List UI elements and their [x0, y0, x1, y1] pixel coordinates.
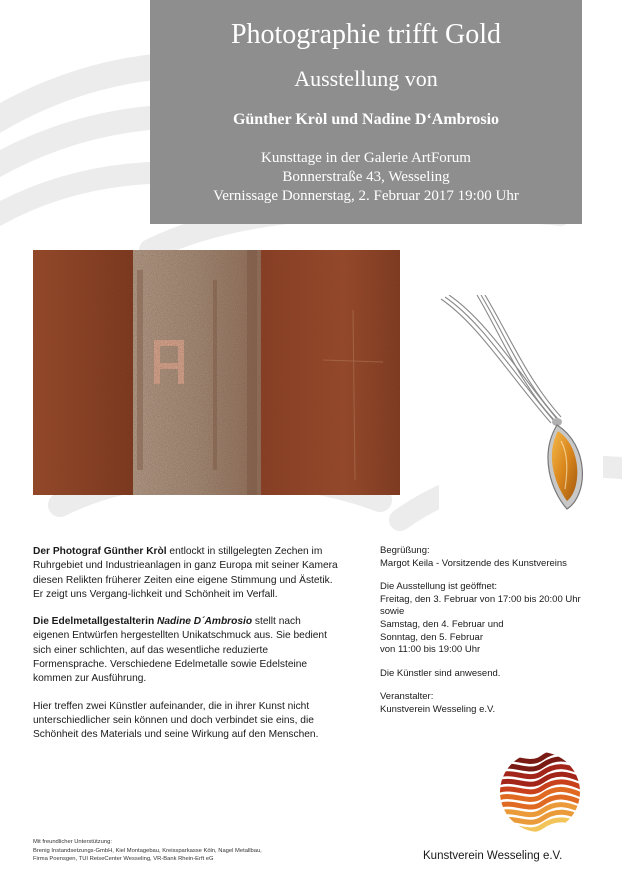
photographer-paragraph: [33, 545, 338, 602]
exhibition-subtitle: Ausstellung von: [294, 66, 438, 91]
artist-names: Günther Kròl und Nadine D‘Ambrosio: [232, 111, 500, 128]
sponsors-footer: [33, 838, 333, 864]
sponsors-line: Firma Poensgen, TUI ReiseCenter Wesseling, VR-Bank Rhein-Erft eG: [33, 856, 214, 862]
closing-paragraph: Hier treffen zwei Künstler aufeinander, die in ihrer Kunst nicht unterschiedlicher sein können und doch verbindet sie eins, die Schönheit des Materials und seine Wirkung auf den Menschen.: [33, 700, 319, 741]
logo-wave-stripe: [498, 751, 582, 762]
venue-line: Kunsttage in der Galerie ArtForum: [261, 150, 471, 166]
photographer-text: entlockt in stillgelegten Zechen im Ruhrgebiet und Industrieanlagen in ganz Europa mit seiner Kamera diesen Relikten früherer Zeiten eine eigene Stimmung und Ästetik. Er zeigt uns Vergang-lichkeit und Schönheit im Verfall.: [33, 546, 338, 600]
goldsmith-text: stellt nach eigenen Entwürfen hergestellten Unikatschmuck aus. Sie bedient sich einer schlichten, auf das wesentliche reduzierte Formensprache. Verschiedene Edelmetalle sowie Edelsteine kommen zur Ausführung.: [33, 616, 327, 685]
vernissage-line: Vernissage Donnerstag, 2. Februar 2017 19:00 Uhr: [213, 188, 519, 204]
sponsors-label: Mit freundlicher Unterstützung:: [33, 839, 112, 845]
hours-line: Freitag, den 3. Februar von 17:00 bis 20:00 Uhr: [380, 593, 581, 605]
event-details: [380, 545, 610, 728]
rust-photograph: [33, 250, 400, 495]
greeting-person: Margot Keila - Vorsitzende des Kunstvereins: [380, 557, 567, 569]
greeting-label: Begrüßung:: [380, 545, 430, 556]
hours-intro: Die Ausstellung ist geöffnet:: [380, 581, 498, 593]
organizer-block: [380, 691, 610, 716]
organizer-name: Kunstverein Wesseling e.V.: [380, 703, 496, 715]
hours-line: Samstag, den 4. Februar und: [380, 618, 504, 630]
goldsmith-lead: Die Edelmetallgestalterin: [33, 616, 157, 628]
kunstverein-logo: [498, 750, 582, 834]
header-banner: [150, 0, 582, 224]
hours-line: Sonntag, den 5. Februar: [380, 631, 483, 643]
hours-line: sowie: [380, 606, 405, 618]
address-line: Bonnerstraße 43, Wesseling: [282, 169, 450, 185]
photographer-lead: Der Photograf Günther Kròl: [33, 546, 167, 557]
event-info: [150, 149, 582, 206]
exhibition-title: Photographie trifft Gold: [230, 19, 502, 50]
greeting-block: [380, 545, 610, 570]
opening-hours-block: [380, 581, 610, 657]
organizer-label: Veranstalter:: [380, 691, 434, 703]
artists-present-note: Die Künstler sind anwesend.: [380, 667, 501, 679]
kunstverein-logo-name: Kunstverein Wesseling e.V.: [423, 850, 563, 862]
pendant-photograph: [439, 295, 603, 527]
hours-line: von 11:00 bis 19:00 Uhr: [380, 644, 481, 656]
sponsors-line: Brenig Instandsetzungs-GmbH, Kiel Montagebau, Kreissparkasse Köln, Nagel Metallbau,: [33, 847, 262, 854]
goldsmith-paragraph: [33, 615, 338, 686]
exhibition-description: [33, 545, 338, 756]
goldsmith-name: Nadine D´Ambrosio: [157, 616, 253, 628]
